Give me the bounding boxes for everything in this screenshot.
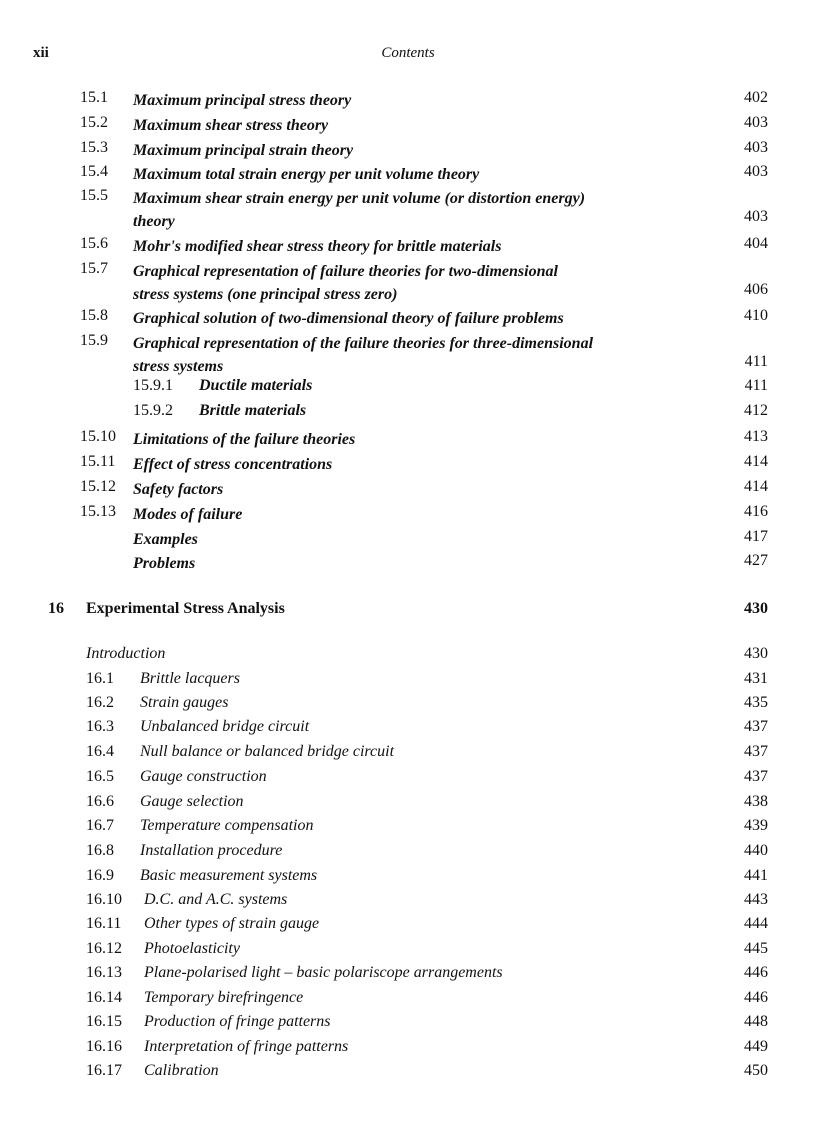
page-reference: 414 [744, 453, 768, 470]
section-title: Modes of failure [133, 506, 243, 523]
section-number: 15.4 [80, 163, 108, 180]
section-number: 16.9 [86, 867, 114, 884]
page-reference: 414 [744, 478, 768, 495]
section-title: Maximum total strain energy per unit volume theory [133, 166, 480, 183]
chapter-title: Experimental Stress Analysis [86, 600, 285, 617]
section-number: 16.15 [86, 1013, 122, 1030]
section-number: 15.12 [80, 478, 116, 495]
page-reference: 445 [744, 940, 768, 957]
section-number: 16.16 [86, 1038, 122, 1055]
subsection-title: Ductile materials [199, 377, 313, 394]
section-title: Gauge construction [140, 768, 267, 785]
page-reference: 437 [744, 743, 768, 760]
section-number: 16.7 [86, 817, 114, 834]
section-title: Temporary birefringence [144, 989, 304, 1006]
section-number: 16.8 [86, 842, 114, 859]
subsection-title: Brittle materials [199, 402, 307, 419]
section-title: Interpretation of fringe patterns [144, 1038, 349, 1055]
page-number-roman: xii [33, 45, 49, 61]
page-reference: 440 [744, 842, 768, 859]
section-title: Brittle lacquers [140, 670, 240, 687]
section-number: 16.17 [86, 1062, 122, 1079]
section-number: 16.13 [86, 964, 122, 981]
section-number: 15.3 [80, 139, 108, 156]
section-title: D.C. and A.C. systems [144, 891, 288, 908]
chapter-number: 16 [48, 600, 64, 617]
section-title: Other types of strain gauge [144, 915, 320, 932]
section-number: 15.9 [80, 332, 108, 349]
section-title: Null balance or balanced bridge circuit [140, 743, 395, 760]
section-number: 15.13 [80, 503, 116, 520]
section-title: Safety factors [133, 481, 224, 498]
section-number: 15.10 [80, 428, 116, 445]
section-number: 16.14 [86, 989, 122, 1006]
section-number: 16.12 [86, 940, 122, 957]
section-title-line-1: Maximum shear strain energy per unit volume (or distortion energy) [133, 190, 586, 207]
section-title: Limitations of the failure theories [133, 431, 356, 448]
page-reference: 427 [744, 552, 768, 569]
section-number: 15.2 [80, 114, 108, 131]
subsection-number: 15.9.2 [133, 402, 173, 419]
running-header-title: Contents [381, 45, 435, 61]
section-number: 16.1 [86, 670, 114, 687]
page-reference: 449 [744, 1038, 768, 1055]
page-reference: 437 [744, 718, 768, 735]
section-title: Production of fringe patterns [144, 1013, 331, 1030]
page-reference: 444 [744, 915, 768, 932]
section-number: 16.3 [86, 718, 114, 735]
section-number: 15.1 [80, 89, 108, 106]
page-reference: 430 [744, 645, 768, 662]
page-reference: 412 [744, 402, 768, 419]
page-reference: 450 [744, 1062, 768, 1079]
page-reference: 437 [744, 768, 768, 785]
section-title: Introduction [86, 645, 166, 662]
section-number: 16.2 [86, 694, 114, 711]
section-number: 15.6 [80, 235, 108, 252]
section-title: Maximum shear stress theory [133, 117, 329, 134]
section-title-line-2: theory [133, 213, 175, 230]
page-reference: 406 [744, 281, 768, 298]
section-title-line-1: Graphical representation of failure theories for two-dimensional [133, 263, 558, 280]
page-reference: 446 [744, 989, 768, 1006]
section-title: Examples [133, 531, 198, 548]
section-title: Plane-polarised light – basic polariscope arrangements [144, 964, 503, 981]
section-number: 15.11 [80, 453, 116, 470]
page-reference: 439 [744, 817, 768, 834]
page-reference: 402 [744, 89, 768, 106]
section-title: Strain gauges [140, 694, 229, 711]
page-reference: 403 [744, 139, 768, 156]
section-title: Maximum principal strain theory [133, 142, 354, 159]
section-title: Calibration [144, 1062, 219, 1079]
section-number: 16.4 [86, 743, 114, 760]
page-reference: 404 [744, 235, 768, 252]
section-number: 16.5 [86, 768, 114, 785]
section-number: 15.5 [80, 187, 108, 204]
section-title: Installation procedure [140, 842, 283, 859]
chapter-page-reference: 430 [744, 600, 768, 617]
subsection-number: 15.9.1 [133, 377, 173, 394]
page-reference: 413 [744, 428, 768, 445]
page-reference: 441 [744, 867, 768, 884]
section-title: Gauge selection [140, 793, 244, 810]
section-number: 16.11 [86, 915, 122, 932]
section-title: Maximum principal stress theory [133, 92, 352, 109]
section-title: Photoelasticity [144, 940, 240, 957]
page-reference: 435 [744, 694, 768, 711]
page-reference: 411 [744, 377, 768, 394]
section-number: 15.7 [80, 260, 108, 277]
section-title-line-1: Graphical representation of the failure theories for three-dimensional [133, 335, 594, 352]
page-reference: 410 [744, 307, 768, 324]
page-reference: 438 [744, 793, 768, 810]
section-title: Problems [133, 555, 196, 572]
section-title: Mohr's modified shear stress theory for brittle materials [133, 238, 502, 255]
section-number: 16.10 [86, 891, 122, 908]
section-number: 15.8 [80, 307, 108, 324]
page-reference: 448 [744, 1013, 768, 1030]
section-number: 16.6 [86, 793, 114, 810]
section-title: Unbalanced bridge circuit [140, 718, 310, 735]
section-title: Basic measurement systems [140, 867, 318, 884]
page-reference: 411 [744, 353, 768, 370]
page-reference: 403 [744, 114, 768, 131]
section-title: Effect of stress concentrations [133, 456, 333, 473]
page-reference: 403 [744, 163, 768, 180]
page-reference: 403 [744, 208, 768, 225]
page-reference: 417 [744, 528, 768, 545]
page-reference: 416 [744, 503, 768, 520]
page-reference: 431 [744, 670, 768, 687]
section-title: Graphical solution of two-dimensional theory of failure problems [133, 310, 564, 327]
section-title-line-2: stress systems [133, 358, 224, 375]
page-reference: 443 [744, 891, 768, 908]
page-reference: 446 [744, 964, 768, 981]
section-title-line-2: stress systems (one principal stress zero) [133, 286, 398, 303]
section-title: Temperature compensation [140, 817, 314, 834]
